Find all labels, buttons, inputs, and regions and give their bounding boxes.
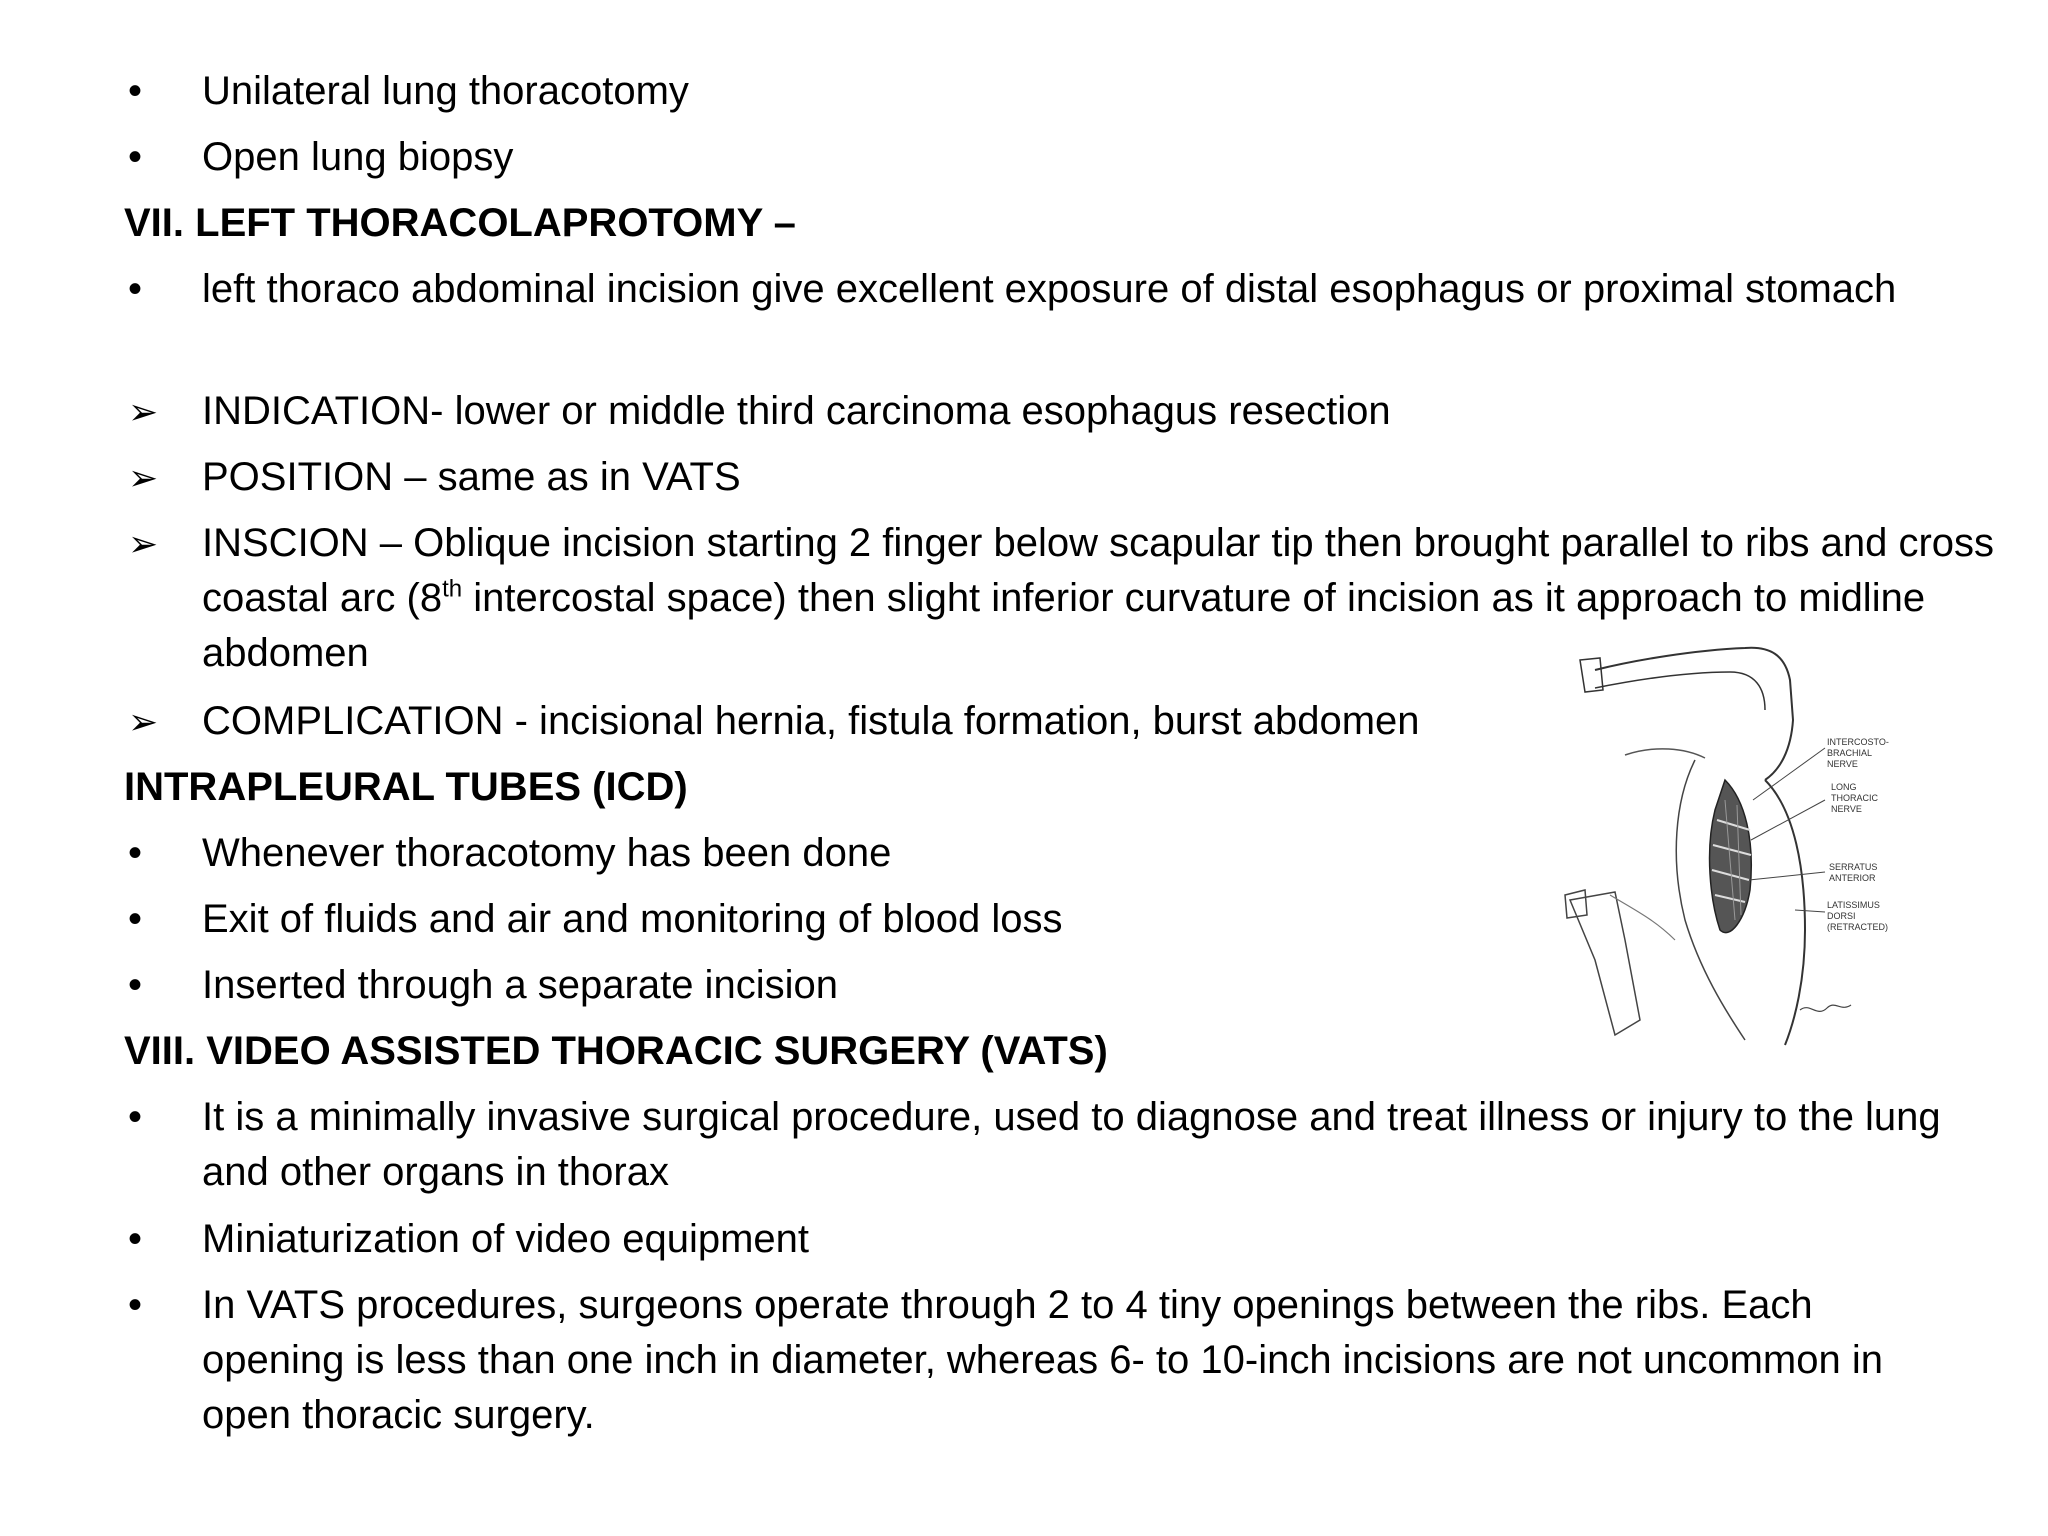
label: INTERCOSTO- bbox=[1827, 737, 1889, 747]
section-heading: VIII. VIDEO ASSISTED THORACIC SURGERY (VATS) bbox=[124, 1029, 1108, 1073]
arrow-bullet-icon: ➢ bbox=[128, 457, 159, 498]
list-item-text: left thoraco abdominal incision give excellent exposure of distal esophagus or proximal stomach bbox=[202, 267, 1897, 311]
list-item-text: Miniaturization of video equipment bbox=[202, 1217, 810, 1261]
list-item-text: INDICATION- lower or middle third carcinoma esophagus resection bbox=[202, 389, 1391, 433]
bullet-icon: • bbox=[128, 897, 143, 941]
bullet-icon: • bbox=[128, 135, 143, 179]
list-item-text: COMPLICATION - incisional hernia, fistula formation, burst abdomen bbox=[202, 699, 1420, 743]
section-heading: VII. LEFT THORACOLAPROTOMY – bbox=[124, 201, 796, 245]
list-item-text: Open lung biopsy bbox=[202, 135, 514, 179]
thoracotomy-position-illustration bbox=[1555, 640, 1900, 1052]
label: SERRATUS bbox=[1829, 862, 1878, 872]
list-item-text: Exit of fluids and air and monitoring of blood loss bbox=[202, 897, 1063, 941]
list-item-text: POSITION – same as in VATS bbox=[202, 455, 741, 499]
section-heading: INTRAPLEURAL TUBES (ICD) bbox=[124, 765, 688, 809]
bullet-icon: • bbox=[128, 831, 143, 875]
label: DORSI bbox=[1827, 911, 1856, 921]
bullet-icon: • bbox=[128, 963, 143, 1007]
label: NERVE bbox=[1831, 804, 1862, 814]
label: NERVE bbox=[1827, 759, 1858, 769]
list-item-text: Unilateral lung thoracotomy bbox=[202, 69, 689, 113]
text-part: INSCION – Oblique incision starting 2 finger below scapular tip then brought parallel to ribs and cross coastal arc (8 bbox=[202, 521, 1995, 620]
list-item-text: Inserted through a separate incision bbox=[202, 963, 838, 1007]
label: THORACIC bbox=[1831, 793, 1878, 803]
superscript: th bbox=[442, 575, 463, 603]
arrow-bullet-icon: ➢ bbox=[128, 391, 159, 432]
bullet-icon: • bbox=[128, 1283, 143, 1327]
bullet-icon: • bbox=[128, 69, 143, 113]
list-item-text: Whenever thoracotomy has been done bbox=[202, 831, 892, 875]
label: LONG bbox=[1831, 782, 1857, 792]
bullet-icon: • bbox=[128, 1095, 143, 1139]
arrow-bullet-icon: ➢ bbox=[128, 523, 159, 564]
list-item-text: In VATS procedures, surgeons operate through 2 to 4 tiny openings between the ribs. Each opening is less than one inch in diameter, whereas 6- to 10-inch incisions are not uncommon in open thoracic surgery. bbox=[202, 1283, 1883, 1437]
bullet-icon: • bbox=[128, 1217, 143, 1261]
bullet-icon: • bbox=[128, 267, 143, 311]
label: LATISSIMUS bbox=[1827, 900, 1880, 910]
label: BRACHIAL bbox=[1827, 748, 1873, 758]
arrow-bullet-icon: ➢ bbox=[128, 701, 159, 742]
label: ANTERIOR bbox=[1829, 873, 1876, 883]
label: (RETRACTED) bbox=[1827, 922, 1888, 932]
text-part: intercostal space) then slight inferior curvature of incision as it approach to midline abdomen bbox=[202, 576, 1926, 675]
list-item-text: It is a minimally invasive surgical procedure, used to diagnose and treat illness or injury to the lung and other organs in thorax bbox=[202, 1095, 1941, 1194]
